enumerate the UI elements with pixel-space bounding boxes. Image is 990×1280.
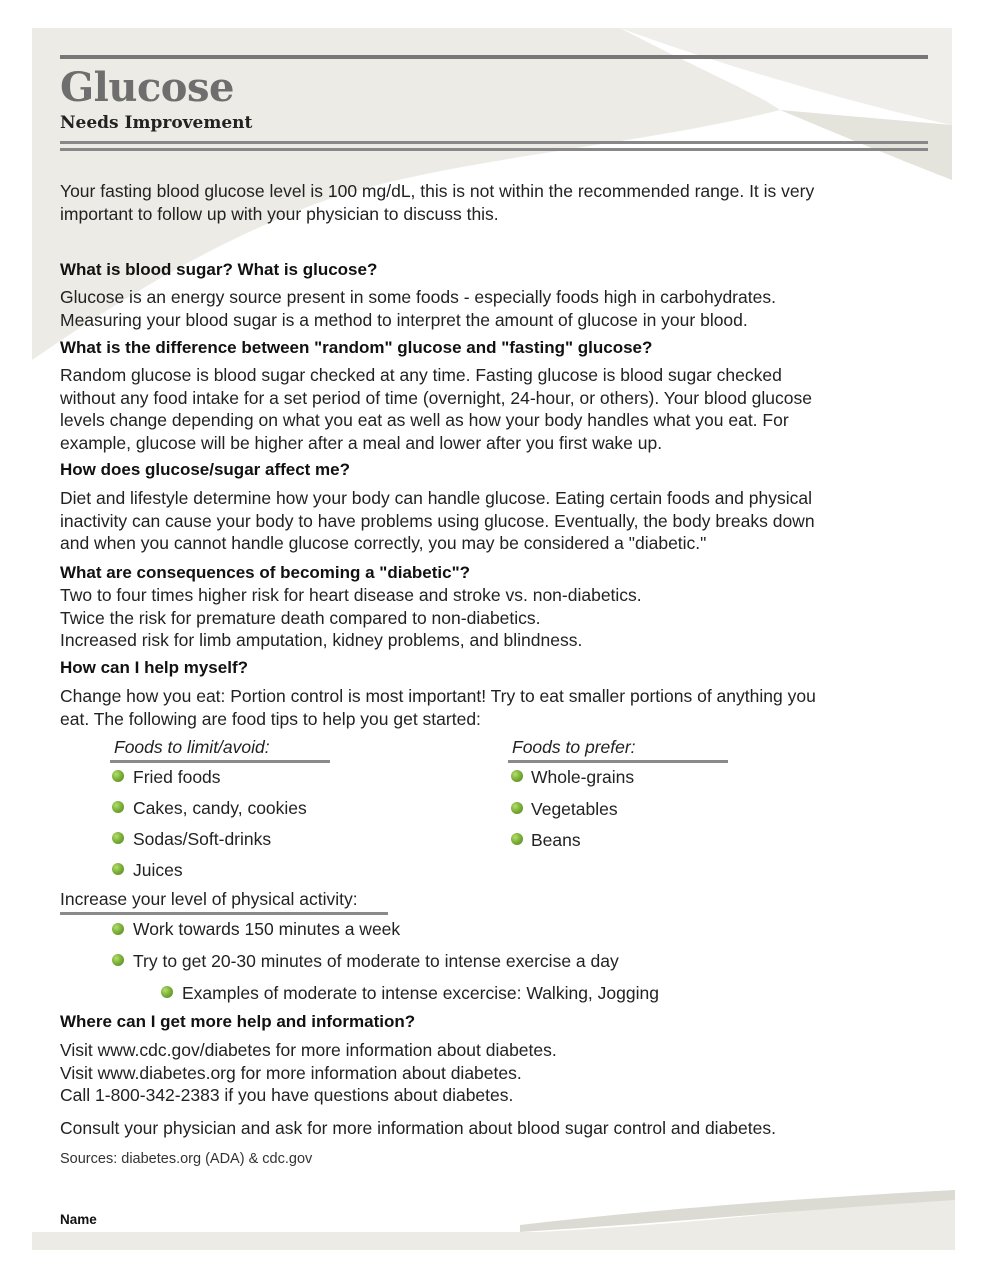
list-item: Examples of moderate to intense excercise: Walking, Jogging bbox=[182, 983, 659, 1003]
bullet-icon bbox=[112, 801, 124, 813]
text-line: eat. The following are food tips to help you get started: bbox=[60, 708, 481, 729]
top-rule bbox=[60, 55, 928, 59]
text-line: Measuring your blood sugar is a method to interpret the amount of glucose in your blood. bbox=[60, 309, 748, 330]
bullet-icon bbox=[112, 770, 124, 782]
activity-rule bbox=[60, 912, 388, 915]
foods-limit-heading: Foods to limit/avoid: bbox=[114, 737, 270, 757]
section-paragraph bbox=[60, 364, 920, 454]
list-item: Juices bbox=[133, 860, 183, 880]
section-paragraph bbox=[60, 584, 920, 652]
text-line: Call 1-800-342-2383 if you have questions about diabetes. bbox=[60, 1085, 514, 1105]
bullet-icon bbox=[161, 986, 173, 998]
list-item: Vegetables bbox=[531, 799, 618, 819]
text-line: Random glucose is blood sugar checked at any time. Fasting glucose is blood sugar checked bbox=[60, 365, 782, 385]
list-item: Cakes, candy, cookies bbox=[133, 798, 307, 818]
text-line: Visit www.cdc.gov/diabetes for more information about diabetes. bbox=[60, 1040, 557, 1060]
header-rule bbox=[60, 148, 928, 151]
text-line: inactivity can cause your body to have problems using glucose. Eventually, the body breaks down bbox=[60, 510, 815, 531]
text-line: Change how you eat: Portion control is most important! Try to eat smaller portions of anything you bbox=[60, 686, 816, 706]
bullet-icon bbox=[112, 954, 124, 966]
section-paragraph bbox=[60, 286, 920, 331]
list-item: Work towards 150 minutes a week bbox=[133, 919, 401, 939]
list-item: Fried foods bbox=[133, 767, 221, 787]
text-line: levels change depending on what you eat as well as how your body handles what you eat. For bbox=[60, 410, 789, 430]
foods-prefer-heading: Foods to prefer: bbox=[512, 737, 636, 757]
status-label: Needs Improvement bbox=[60, 113, 253, 133]
section-heading: How does glucose/sugar affect me? bbox=[60, 460, 351, 479]
sources-note: Sources: diabetes.org (ADA) & cdc.gov bbox=[60, 1151, 313, 1167]
section-heading: What are consequences of becoming a "diabetic"? bbox=[60, 563, 471, 582]
section-paragraph bbox=[60, 685, 920, 730]
text-line: without any food intake for a set period of time (overnight, 24-hour, or others). Your blood glucose bbox=[60, 387, 812, 408]
text-line: Your fasting blood glucose level is 100 mg/dL, this is not within the recommended range. It is very bbox=[60, 181, 815, 201]
name-label: Name bbox=[60, 1212, 97, 1227]
foods-prefer-rule bbox=[508, 760, 728, 763]
bullet-icon bbox=[511, 802, 523, 814]
text-line: example, glucose will be higher after a meal and lower after you first wake up. bbox=[60, 432, 663, 453]
list-item: Whole-grains bbox=[531, 767, 635, 787]
bullet-icon bbox=[511, 833, 523, 845]
consult-paragraph: Consult your physician and ask for more information about blood sugar control and diabetes. bbox=[60, 1118, 776, 1138]
intro-paragraph bbox=[60, 180, 920, 225]
text-line: Visit www.diabetes.org for more information about diabetes. bbox=[60, 1062, 522, 1083]
text-line: Increased risk for limb amputation, kidney problems, and blindness. bbox=[60, 630, 583, 650]
list-item: Try to get 20-30 minutes of moderate to intense exercise a day bbox=[133, 951, 619, 971]
list-item: Sodas/Soft-drinks bbox=[133, 829, 272, 849]
list-item: Beans bbox=[531, 830, 581, 850]
section-heading: Where can I get more help and information? bbox=[60, 1012, 416, 1031]
activity-heading: Increase your level of physical activity: bbox=[60, 889, 358, 909]
section-heading: What is the difference between "random" glucose and "fasting" glucose? bbox=[60, 338, 653, 357]
bullet-icon bbox=[112, 832, 124, 844]
section-heading: How can I help myself? bbox=[60, 658, 248, 677]
text-line: Glucose is an energy source present in some foods - especially foods high in carbohydrates. bbox=[60, 287, 776, 307]
section-paragraph bbox=[60, 487, 920, 555]
bullet-icon bbox=[112, 863, 124, 875]
page-title: Glucose bbox=[60, 64, 234, 111]
section-heading: What is blood sugar? What is glucose? bbox=[60, 260, 378, 279]
text-line: important to follow up with your physician to discuss this. bbox=[60, 203, 499, 224]
bullet-icon bbox=[112, 923, 124, 935]
text-line: Diet and lifestyle determine how your body can handle glucose. Eating certain foods and physical bbox=[60, 488, 812, 508]
header-rule bbox=[60, 141, 928, 144]
section-paragraph bbox=[60, 1039, 920, 1107]
text-line: and when you cannot handle glucose correctly, you may be considered a "diabetic." bbox=[60, 533, 707, 553]
bullet-icon bbox=[511, 770, 523, 782]
foods-limit-rule bbox=[110, 760, 330, 763]
text-line: Two to four times higher risk for heart disease and stroke vs. non-diabetics. bbox=[60, 585, 642, 605]
text-line: Twice the risk for premature death compared to non-diabetics. bbox=[60, 607, 541, 628]
